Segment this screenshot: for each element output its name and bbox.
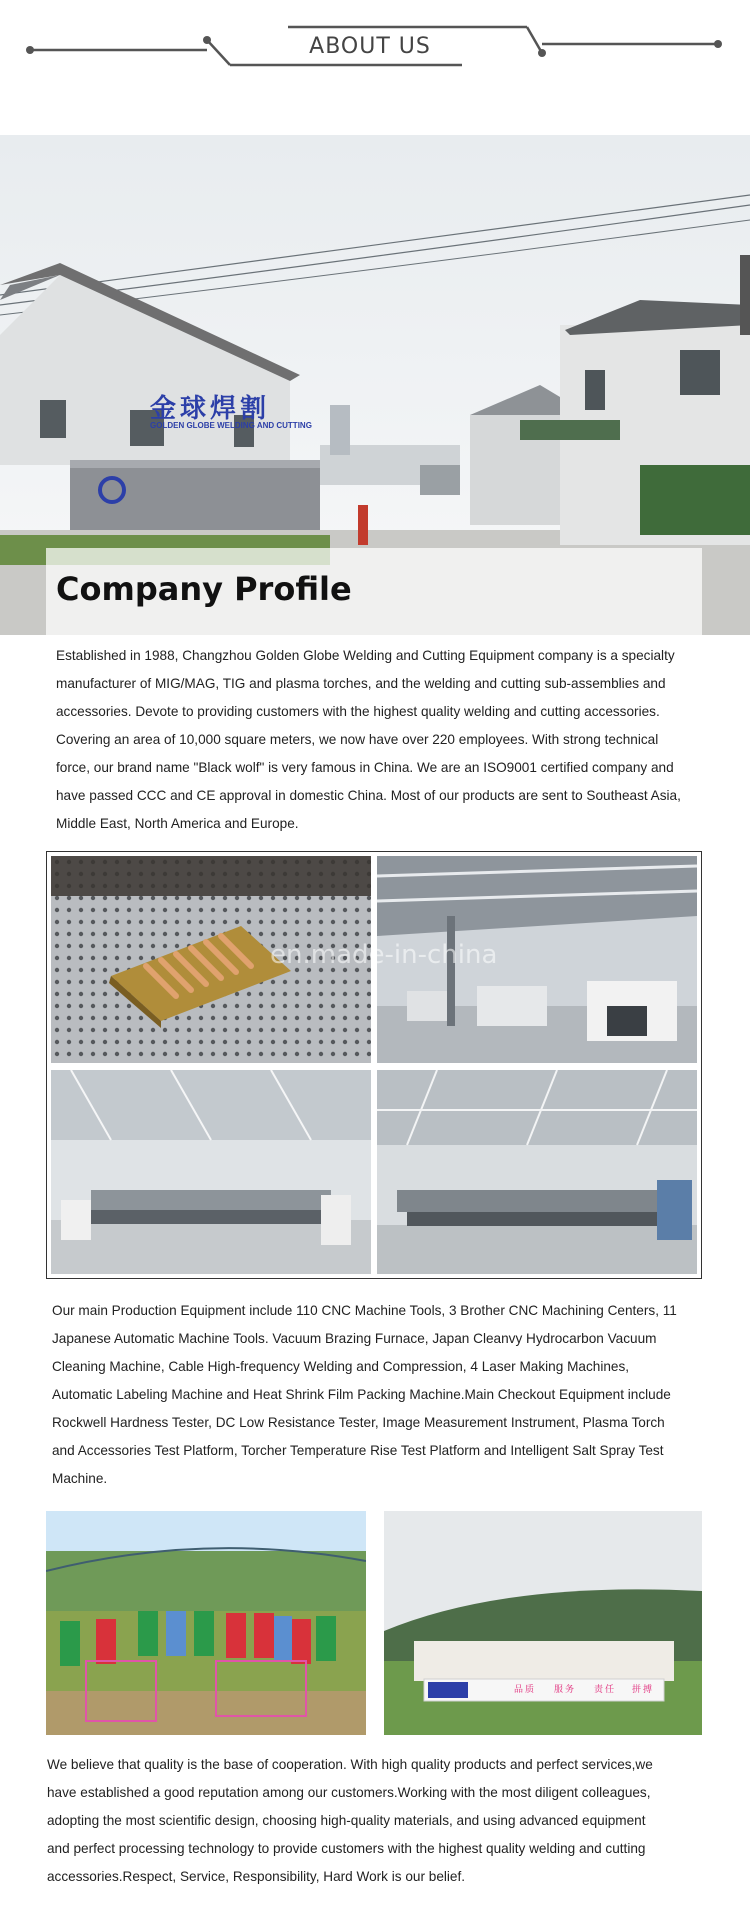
belief-paragraph <box>47 1751 706 1891</box>
gallery-watermark: en.made-in-china <box>270 940 498 970</box>
header-dot-left <box>26 46 34 54</box>
banner-word: 品质 <box>514 1684 537 1694</box>
equipment-line: Our main Production Equipment include 110 CNC Machine Tools, 3 Brother CNC Machining Centers, 11 <box>52 1303 677 1318</box>
sign-english-name: GOLDEN GLOBE WELDING AND CUTTING <box>150 421 312 430</box>
company-intro-paragraph <box>56 642 706 838</box>
intro-line: Covering an area of 10,000 square meters, we now have over 220 employees. With strong technical <box>56 732 659 747</box>
intro-line: Middle East, North America and Europe. <box>56 816 299 831</box>
equipment-line: Rockwell Hardness Tester, DC Low Resistance Tester, Image Measurement Instrument, Plasma Torch <box>52 1415 665 1430</box>
equipment-line: Cleaning Machine, Cable High-frequency Welding and Compression, 4 Laser Making Machines, <box>52 1359 630 1374</box>
factory-photo-gallery <box>46 851 702 1279</box>
banner-word: 责任 <box>594 1684 617 1694</box>
team-photo-outdoor-2 <box>384 1511 702 1735</box>
intro-line: force, our brand name "Black wolf" is very famous in China. We are an ISO9001 certified company and <box>56 760 674 775</box>
equipment-line: Japanese Automatic Machine Tools. Vacuum Brazing Furnace, Japan Cleanvy Hydrocarbon Vacuum <box>52 1331 657 1346</box>
equipment-line: Machine. <box>52 1471 108 1486</box>
banner-word: 拼搏 <box>632 1684 655 1694</box>
gallery-photo-workshop-2 <box>51 1070 371 1274</box>
about-us-header <box>0 0 750 120</box>
belief-line: We believe that quality is the base of cooperation. With high quality products and perfect services,we <box>47 1757 653 1772</box>
intro-line: Established in 1988, Changzhou Golden Globe Welding and Cutting Equipment company is a specialty <box>56 648 675 663</box>
header-decoration <box>0 0 750 120</box>
gallery-photo-workshop-3 <box>377 1070 697 1274</box>
belief-line: accessories.Respect, Service, Responsibility, Hard Work is our belief. <box>47 1869 466 1884</box>
banner-logo-icon <box>428 1682 468 1698</box>
equipment-line: Automatic Labeling Machine and Heat Shrink Film Packing Machine.Main Checkout Equipment include <box>52 1387 671 1402</box>
sign-chinese-name: 金球焊割 <box>150 393 271 423</box>
intro-line: accessories. Devote to providing customers with the highest quality welding and cutting accessories. <box>56 704 660 719</box>
header-dot-left-inner <box>203 36 211 44</box>
equipment-line: and Accessories Test Platform, Torcher Temperature Rise Test Platform and Intelligent Salt Spray Test <box>52 1443 664 1458</box>
header-dot-right <box>714 40 722 48</box>
company-profile-heading: Company Profile <box>56 570 352 608</box>
banner-word: 服务 <box>554 1684 577 1694</box>
belief-line: adopting the most scientific design, choosing high-quality materials, and using advanced equipment <box>47 1813 646 1828</box>
belief-line: have established a good reputation among our customers.Working with the most diligent colleagues, <box>47 1785 651 1800</box>
intro-line: manufacturer of MIG/MAG, TIG and plasma torches, and the welding and cutting sub-assemblies and <box>56 676 666 691</box>
team-photo-outdoor-1 <box>46 1511 366 1735</box>
header-dot-right-inner <box>538 49 546 57</box>
belief-line: and perfect processing technology to provide customers with the highest quality welding and cutting <box>47 1841 646 1856</box>
about-us-title: ABOUT US <box>309 34 431 59</box>
intro-line: have passed CCC and CE approval in domestic China. Most of our products are sent to Southeast Asia, <box>56 788 681 803</box>
equipment-paragraph <box>52 1297 706 1493</box>
